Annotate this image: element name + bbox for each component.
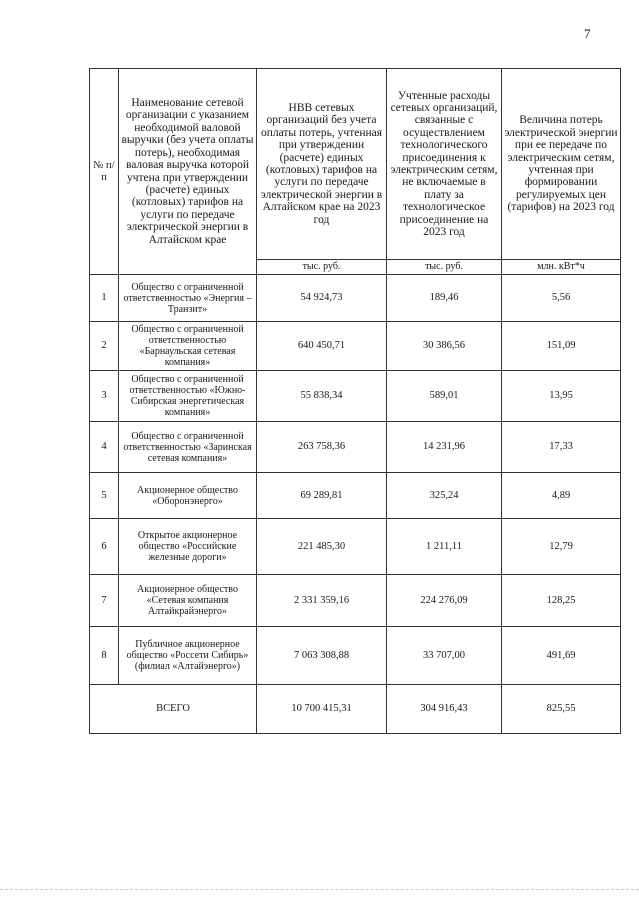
total-expenses: 304 916,43 [387, 685, 502, 734]
row-name: Акционерное общество «Сетевая компания Алтайкрайэнерго» [119, 575, 257, 627]
page-number: 7 [584, 26, 591, 41]
table-row [90, 575, 621, 627]
row-losses: 17,33 [502, 422, 621, 473]
unit-expenses: тыс. руб. [387, 260, 502, 275]
row-nvv: 7 063 308,88 [257, 627, 387, 685]
header-row [90, 69, 621, 260]
row-expenses: 224 276,09 [387, 575, 502, 627]
row-nvv: 640 450,71 [257, 322, 387, 371]
unit-losses: млн. кВт*ч [502, 260, 621, 275]
row-name: Общество с ограниченной ответственностью «Барнаульская сетевая компания» [119, 322, 257, 371]
row-name: Общество с ограниченной ответственностью «Энергия – Транзит» [119, 275, 257, 322]
table-row [90, 473, 621, 519]
row-name: Общество с ограниченной ответственностью «Южно-Сибирская энергетическая компания» [119, 371, 257, 422]
total-row [90, 685, 621, 734]
row-losses: 12,79 [502, 519, 621, 575]
row-nvv: 69 289,81 [257, 473, 387, 519]
row-name: Акционерное общество «Оборонэнерго» [119, 473, 257, 519]
row-nvv: 54 924,73 [257, 275, 387, 322]
header-num: № п/п [90, 69, 119, 275]
row-num: 6 [90, 519, 119, 575]
total-losses: 825,55 [502, 685, 621, 734]
table-row [90, 627, 621, 685]
row-name: Открытое акционерное общество «Российские железные дороги» [119, 519, 257, 575]
row-expenses: 14 231,96 [387, 422, 502, 473]
row-expenses: 325,24 [387, 473, 502, 519]
header-losses: Величина потерь электрической энергии при ее передаче по электрическим сетям, учтенная при формировании регулируемых цен (тарифов) на 2023 год [502, 69, 621, 260]
row-expenses: 1 211,11 [387, 519, 502, 575]
total-nvv: 10 700 415,31 [257, 685, 387, 734]
row-num: 2 [90, 322, 119, 371]
header-nvv: НВВ сетевых организаций без учета оплаты потерь, учтенная при утверждении (расчете) единых (котловых) тарифов на услуги по передаче электрической энергии в Алтайском крае на 2023 год [257, 69, 387, 260]
row-name: Общество с ограниченной ответственностью «Заринская сетевая компания» [119, 422, 257, 473]
row-num: 8 [90, 627, 119, 685]
table-row [90, 275, 621, 322]
row-nvv: 2 331 359,16 [257, 575, 387, 627]
row-num: 4 [90, 422, 119, 473]
row-losses: 151,09 [502, 322, 621, 371]
page-bottom-line [0, 889, 639, 890]
table-row [90, 519, 621, 575]
row-num: 3 [90, 371, 119, 422]
row-num: 5 [90, 473, 119, 519]
row-nvv: 263 758,36 [257, 422, 387, 473]
row-losses: 13,95 [502, 371, 621, 422]
row-nvv: 55 838,34 [257, 371, 387, 422]
header-name: Наименование сетевой организации с указанием необходимой валовой выручки (без учета оплаты потерь), необходимая валовая выручка которой учтена при утверждении (расчете) единых (котловых) тарифов на услуги по передаче электрической энергии в Алтайском крае [119, 69, 257, 275]
row-expenses: 33 707,00 [387, 627, 502, 685]
row-name: Публичное акционерное общество «Россети Сибирь» (филиал «Алтайэнерго») [119, 627, 257, 685]
row-expenses: 589,01 [387, 371, 502, 422]
unit-nvv: тыс. руб. [257, 260, 387, 275]
table-row [90, 322, 621, 371]
row-expenses: 30 386,56 [387, 322, 502, 371]
row-losses: 4,89 [502, 473, 621, 519]
row-losses: 128,25 [502, 575, 621, 627]
header-expenses: Учтенные расходы сетевых организаций, связанные с осуществлением технологического присоединения к электрическим сетям, не включаемые в плату за технологическое присоединение на 2023 год [387, 69, 502, 260]
row-losses: 491,69 [502, 627, 621, 685]
table-row [90, 371, 621, 422]
row-expenses: 189,46 [387, 275, 502, 322]
total-label: ВСЕГО [90, 685, 257, 734]
row-nvv: 221 485,30 [257, 519, 387, 575]
tariff-table [89, 68, 621, 734]
row-num: 1 [90, 275, 119, 322]
table-row [90, 422, 621, 473]
row-num: 7 [90, 575, 119, 627]
row-losses: 5,56 [502, 275, 621, 322]
